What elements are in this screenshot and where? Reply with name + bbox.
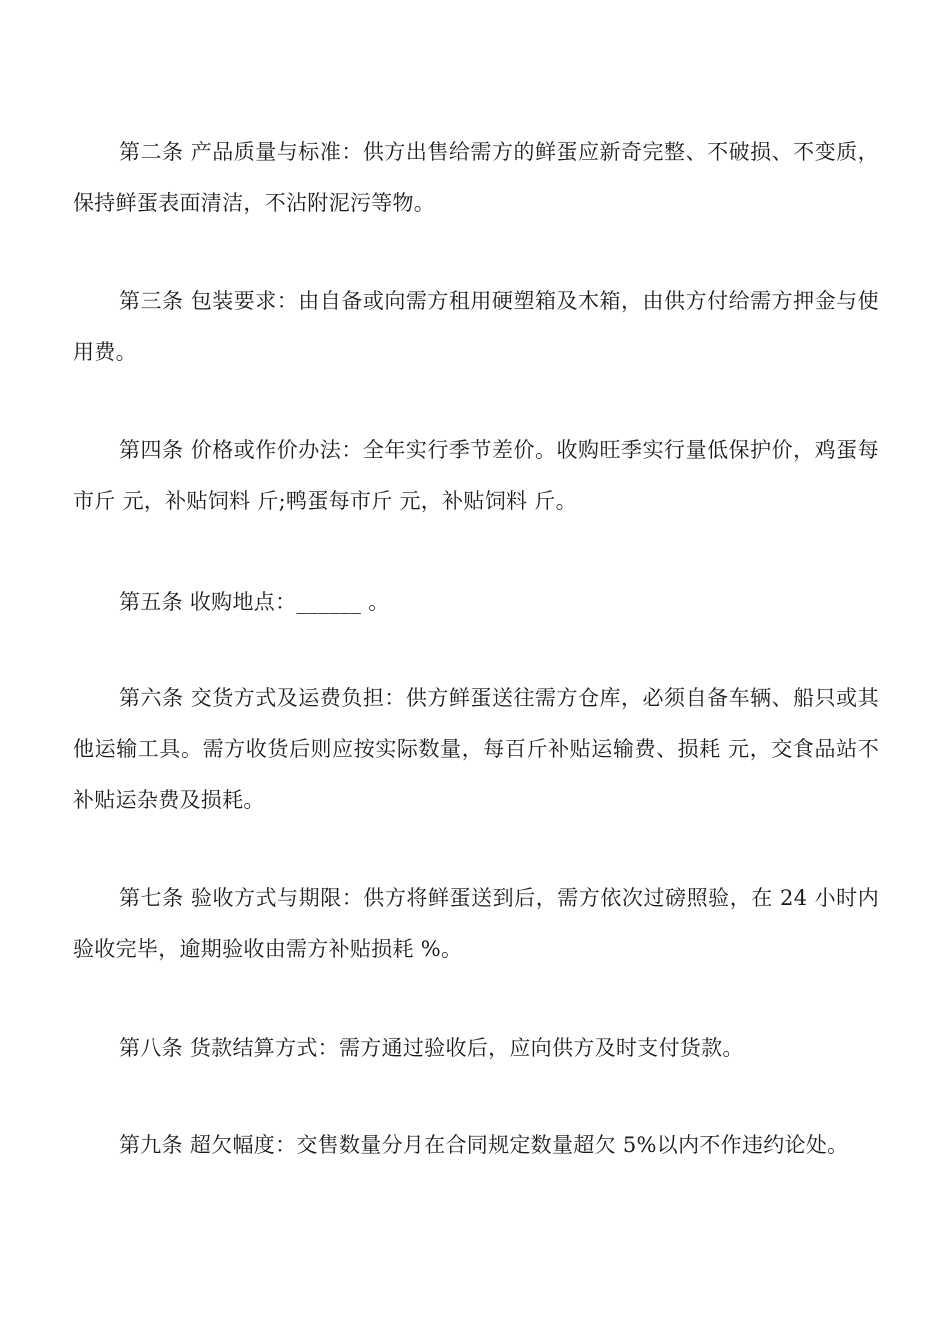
clause-8: 第八条 货款结算方式：需方通过验收后，应向供方及时支付货款。 <box>119 1036 744 1060</box>
clause-6: 第六条 交货方式及运费负担：供方鲜蛋送往需方仓库，必须自备车辆、船只或其他运输工具。需方收货后则应按实际数量，每百斤补贴运输费、损耗 元，交食品站不补贴运杂费及损耗。 <box>73 686 879 812</box>
clause-4: 第四条 价格或作价办法：全年实行季节差价。收购旺季实行量低保护价，鸡蛋每市斤 元，补贴饲料 斤;鸭蛋每市斤 元，补贴饲料 斤。 <box>73 438 879 513</box>
clause-3: 第三条 包装要求：由自备或向需方租用硬塑箱及木箱，由供方付给需方押金与使用费。 <box>73 289 879 364</box>
clause-5: 第五条 收购地点：______ 。 <box>119 590 390 614</box>
clause-2: 第二条 产品质量与标准：供方出售给需方的鲜蛋应新奇完整、不破损、不变质，保持鲜蛋表面清洁，不沾附泥污等物。 <box>73 140 879 215</box>
clause-7: 第七条 验收方式与期限：供方将鲜蛋送到后，需方依次过磅照验，在 24 小时内验收完毕，逾期验收由需方补贴损耗 %。 <box>73 886 879 961</box>
clause-9: 第九条 超欠幅度：交售数量分月在合同规定数量超欠 5%以内不作违约论处。 <box>119 1133 849 1157</box>
